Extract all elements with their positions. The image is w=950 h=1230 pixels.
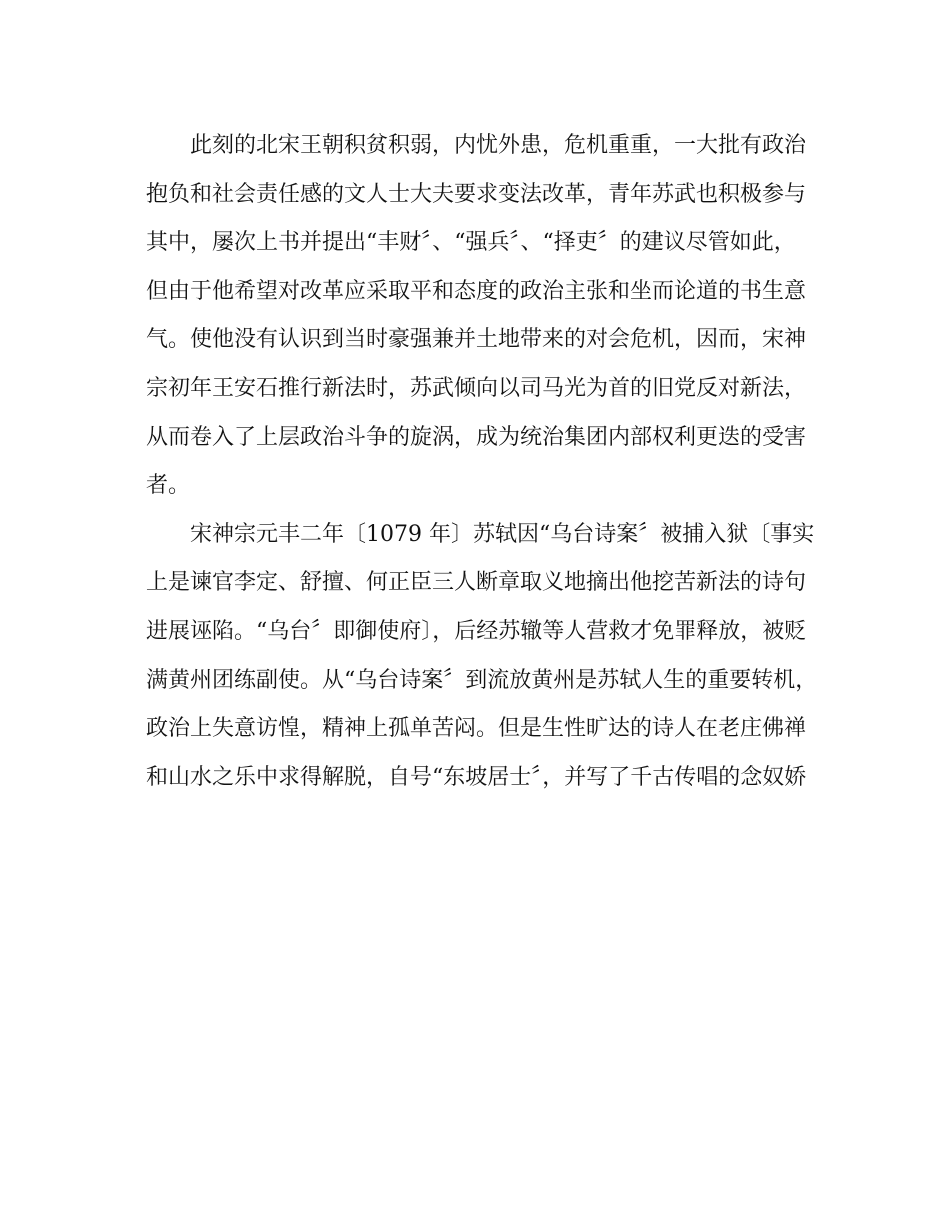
text-line: 此刻的北宋王朝积贫积弱，内忧外患，危机重重，一大批有政治 — [190, 133, 807, 158]
body-text — [146, 122, 816, 802]
text-line: 宋神宗元丰二年〔1079 年〕苏轼因“乌台诗案〞被捕入狱〔事实 — [190, 521, 815, 547]
text-line: 满黄州团练副使。从“乌台诗案〞到流放黄州是苏轼人生的重要转机， — [146, 667, 818, 693]
text-line: 政治上失意访惶，精神上孤单苦闷。但是生性旷达的诗人在老庄佛禅 — [146, 716, 807, 742]
text-line: 气。使他没有认识到当时豪强兼并土地带来的对会危机，因而，宋神 — [146, 327, 807, 353]
text-line: 宗初年王安石推行新法时，苏武倾向以司马光为首的旧党反对新法， — [146, 375, 807, 401]
text-line: 从而卷入了上层政治斗争的旋涡，成为统治集团内部权利更迭的受害 — [146, 424, 807, 450]
paragraph-2 — [146, 511, 816, 803]
text-line: 其中，屡次上书并提出“丰财〞、“强兵〞、“择吏〞的建议尽管如此， — [146, 230, 796, 256]
text-line: 上是谏官李定、舒擅、何正臣三人断章取义地摘出他挖苦新法的诗句 — [146, 570, 807, 596]
text-line: 进展诬陷。“乌台〞即御使府〕，后经苏辙等人营救才免罪释放，被贬 — [146, 618, 807, 644]
paragraph-1 — [146, 122, 816, 511]
text-line: 但由于他希望对改革应采取平和态度的政治主张和坐而论道的书生意 — [146, 278, 807, 304]
text-line: 和山水之乐中求得解脱，自号“东坡居士〞，并写了千古传唱的念奴娇 — [146, 764, 807, 790]
text-line: 抱负和社会责任感的文人士大夫要求变法改革，青年苏武也积极参与 — [146, 181, 807, 207]
text-line: 者。 — [146, 473, 191, 499]
